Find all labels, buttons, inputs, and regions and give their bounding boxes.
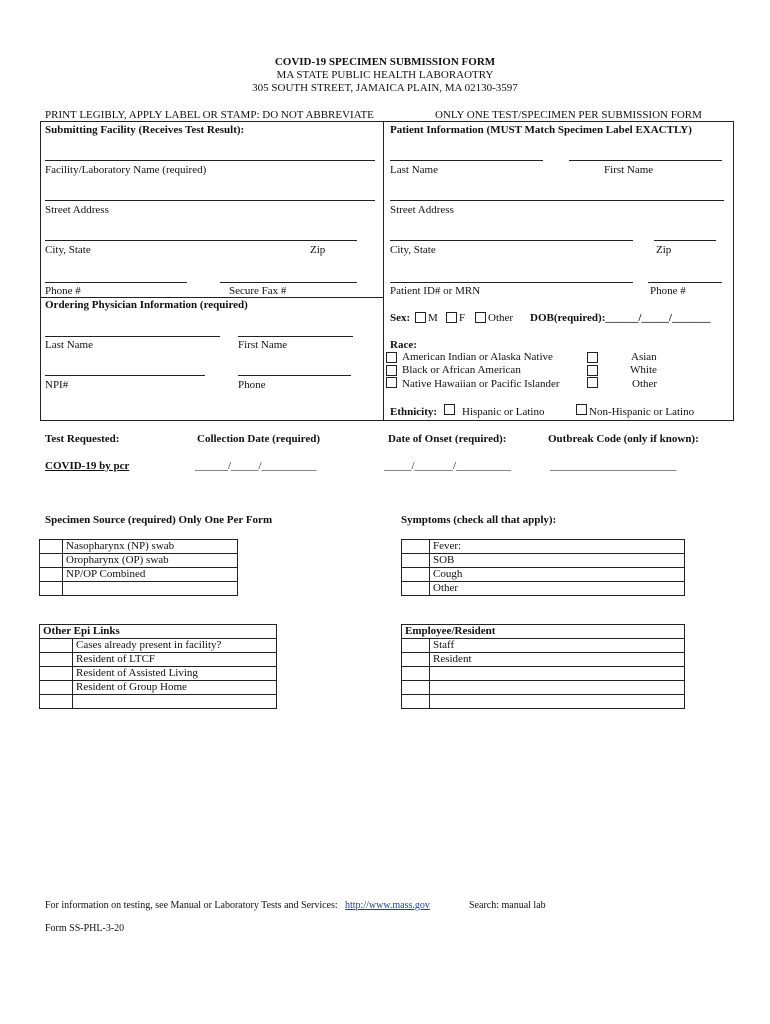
epi-option: Resident of Group Home (73, 681, 277, 695)
form-id: Form SS-PHL-3-20 (45, 923, 125, 934)
patient-zip-line[interactable] (654, 240, 716, 241)
sex-m-label: M (428, 312, 438, 324)
physician-first-label: First Name (238, 339, 288, 351)
employee-row[interactable] (402, 695, 685, 709)
physician-first-line[interactable] (238, 336, 353, 337)
patient-street-label: Street Address (390, 204, 454, 216)
outbreak-code-label: Outbreak Code (only if known): (548, 433, 699, 445)
race-checkbox-aian[interactable] (386, 352, 397, 363)
employee-heading: Employee/Resident (402, 625, 685, 639)
employee-checkbox-cell[interactable] (402, 681, 430, 695)
epi-checkbox-cell[interactable] (40, 681, 73, 695)
employee-checkbox-cell[interactable] (402, 653, 430, 667)
symptom-checkbox-cell[interactable] (402, 568, 430, 582)
symptoms-heading: Symptoms (check all that apply): (401, 514, 557, 526)
symptom-row[interactable] (402, 540, 685, 554)
physician-last-line[interactable] (45, 336, 220, 337)
epi-row[interactable] (40, 667, 277, 681)
instruction-right: ONLY ONE TEST/SPECIMEN PER SUBMISSION FORM (435, 109, 702, 121)
employee-option (430, 667, 685, 681)
epi-table (39, 624, 277, 709)
facility-phone-label: Phone # (45, 285, 81, 297)
patient-city-line[interactable] (390, 240, 633, 241)
form-title: COVID-19 SPECIMEN SUBMISSION FORM (274, 56, 496, 68)
specimen-option: Nasopharynx (NP) swab (63, 540, 238, 554)
employee-table (401, 624, 685, 709)
patient-first-line[interactable] (569, 160, 722, 161)
ethnicity-hispanic-label: Hispanic or Latino (462, 406, 545, 418)
race-checkbox-white[interactable] (587, 365, 598, 376)
test-requested-label: Test Requested: (45, 433, 120, 445)
race-option-nhpi: Native Hawaiian or Pacific Islander (402, 378, 560, 390)
race-label: Race: (390, 339, 417, 351)
facility-phone-line[interactable] (45, 282, 187, 283)
patient-city-label: City, State (390, 244, 436, 256)
epi-checkbox-cell[interactable] (40, 639, 73, 653)
symptom-checkbox-cell[interactable] (402, 582, 430, 596)
epi-checkbox-cell[interactable] (40, 667, 73, 681)
patient-zip-label: Zip (656, 244, 672, 256)
patient-first-label: First Name (604, 164, 654, 176)
symptom-row[interactable] (402, 568, 685, 582)
epi-row[interactable] (40, 653, 277, 667)
physician-phone-label: Phone (238, 379, 266, 391)
employee-option: Resident (430, 653, 685, 667)
facility-city-label: City, State (45, 244, 91, 256)
facility-city-line[interactable] (45, 240, 357, 241)
epi-option: Resident of LTCF (73, 653, 277, 667)
collection-date-field[interactable]: ______/_____/__________ (195, 460, 317, 472)
physician-npi-label: NPI# (45, 379, 69, 391)
footer-info: For information on testing, see Manual or Laboratory Tests and Services: (45, 900, 338, 911)
race-option-other: Other (632, 378, 658, 390)
race-checkbox-black[interactable] (386, 365, 397, 376)
race-option-aian: American Indian or Alaska Native (402, 351, 553, 363)
epi-option (73, 695, 277, 709)
symptom-option: SOB (430, 554, 685, 568)
symptom-row[interactable] (402, 554, 685, 568)
symptom-option: Fever: (430, 540, 685, 554)
specimen-row[interactable] (40, 568, 238, 582)
footer-search: Search: manual lab (469, 900, 546, 911)
race-checkbox-nhpi[interactable] (386, 377, 397, 388)
patient-last-line[interactable] (390, 160, 543, 161)
symptom-option: Other (430, 582, 685, 596)
specimen-row[interactable] (40, 540, 238, 554)
epi-row[interactable] (40, 681, 277, 695)
epi-checkbox-cell[interactable] (40, 653, 73, 667)
lab-name: MA STATE PUBLIC HEALTH LABORAOTRY (276, 69, 494, 81)
mass-gov-link[interactable]: http://www.mass.gov (345, 900, 430, 911)
sex-f-label: F (459, 312, 466, 324)
specimen-option: NP/OP Combined (63, 568, 238, 582)
ethnicity-label: Ethnicity: (390, 406, 438, 418)
symptom-option: Cough (430, 568, 685, 582)
employee-checkbox-cell[interactable] (402, 667, 430, 681)
physician-npi-line[interactable] (45, 375, 205, 376)
dob-field[interactable]: DOB(required):______/_____/_______ (530, 312, 711, 324)
facility-street-label: Street Address (45, 204, 109, 216)
facility-street-line[interactable] (45, 200, 375, 201)
sex-label: Sex: (390, 312, 411, 324)
employee-checkbox-cell[interactable] (402, 695, 430, 709)
specimen-table (39, 539, 238, 596)
facility-physician-divider (40, 297, 383, 298)
facility-name-label: Facility/Laboratory Name (required) (45, 164, 207, 176)
symptom-row[interactable] (402, 582, 685, 596)
specimen-checkbox-cell[interactable] (40, 540, 63, 554)
collection-date-label: Collection Date (required) (197, 433, 321, 445)
epi-option: Resident of Assisted Living (73, 667, 277, 681)
facility-fax-line[interactable] (220, 282, 357, 283)
specimen-checkbox-cell[interactable] (40, 568, 63, 582)
onset-date-field[interactable]: _____/_______/__________ (384, 460, 512, 472)
employee-option (430, 681, 685, 695)
symptoms-table (401, 539, 685, 596)
employee-row[interactable] (402, 653, 685, 667)
ethnicity-non-hispanic-label: Non-Hispanic or Latino (589, 406, 695, 418)
physician-heading: Ordering Physician Information (required) (45, 299, 248, 311)
facility-name-line[interactable] (45, 160, 375, 161)
sex-other-checkbox[interactable] (475, 312, 486, 323)
specimen-checkbox-cell[interactable] (40, 582, 63, 596)
sex-other-label: Other (488, 312, 514, 324)
employee-option: Staff (430, 639, 685, 653)
main-divider (383, 121, 384, 421)
epi-checkbox-cell[interactable] (40, 695, 73, 709)
facility-zip-label: Zip (310, 244, 326, 256)
test-requested-value: COVID-19 by pcr (45, 460, 130, 472)
race-checkbox-asian[interactable] (587, 352, 598, 363)
race-checkbox-other[interactable] (587, 377, 598, 388)
ethnicity-hispanic-checkbox[interactable] (444, 404, 455, 415)
patient-phone-line[interactable] (648, 282, 722, 283)
onset-date-label: Date of Onset (required): (388, 433, 507, 445)
patient-heading: Patient Information (MUST Match Specimen Label EXACTLY) (390, 124, 692, 136)
epi-row[interactable] (40, 639, 277, 653)
specimen-option: Oropharynx (OP) swab (63, 554, 238, 568)
symptom-checkbox-cell[interactable] (402, 540, 430, 554)
epi-heading: Other Epi Links (40, 625, 277, 639)
employee-row[interactable] (402, 681, 685, 695)
patient-street-line[interactable] (390, 200, 724, 201)
specimen-checkbox-cell[interactable] (40, 554, 63, 568)
sex-m-checkbox[interactable] (415, 312, 426, 323)
epi-option: Cases already present in facility? (73, 639, 277, 653)
patient-phone-label: Phone # (650, 285, 686, 297)
specimen-row[interactable] (40, 582, 238, 596)
epi-row[interactable] (40, 695, 277, 709)
employee-option (430, 695, 685, 709)
physician-last-label: Last Name (45, 339, 93, 351)
race-option-white: White (630, 364, 657, 376)
specimen-heading: Specimen Source (required) Only One Per Form (45, 514, 273, 526)
facility-heading: Submitting Facility (Receives Test Result): (45, 124, 245, 136)
employee-row[interactable] (402, 667, 685, 681)
patient-id-line[interactable] (390, 282, 633, 283)
outbreak-code-field[interactable]: _______________________ (550, 460, 677, 472)
sex-f-checkbox[interactable] (446, 312, 457, 323)
patient-id-label: Patient ID# or MRN (390, 285, 481, 297)
race-option-asian: Asian (631, 351, 657, 363)
instruction-left: PRINT LEGIBLY, APPLY LABEL OR STAMP: DO NOT ABBREVIATE (45, 109, 374, 121)
race-option-black: Black or African American (402, 364, 521, 376)
symptom-checkbox-cell[interactable] (402, 554, 430, 568)
patient-last-label: Last Name (390, 164, 438, 176)
physician-phone-line[interactable] (238, 375, 351, 376)
ethnicity-non-hispanic-checkbox[interactable] (576, 404, 587, 415)
specimen-option (63, 582, 238, 596)
facility-fax-label: Secure Fax # (229, 285, 287, 297)
employee-row[interactable] (402, 639, 685, 653)
employee-checkbox-cell[interactable] (402, 639, 430, 653)
specimen-row[interactable] (40, 554, 238, 568)
lab-address: 305 SOUTH STREET, JAMAICA PLAIN, MA 02130-3597 (252, 82, 518, 94)
